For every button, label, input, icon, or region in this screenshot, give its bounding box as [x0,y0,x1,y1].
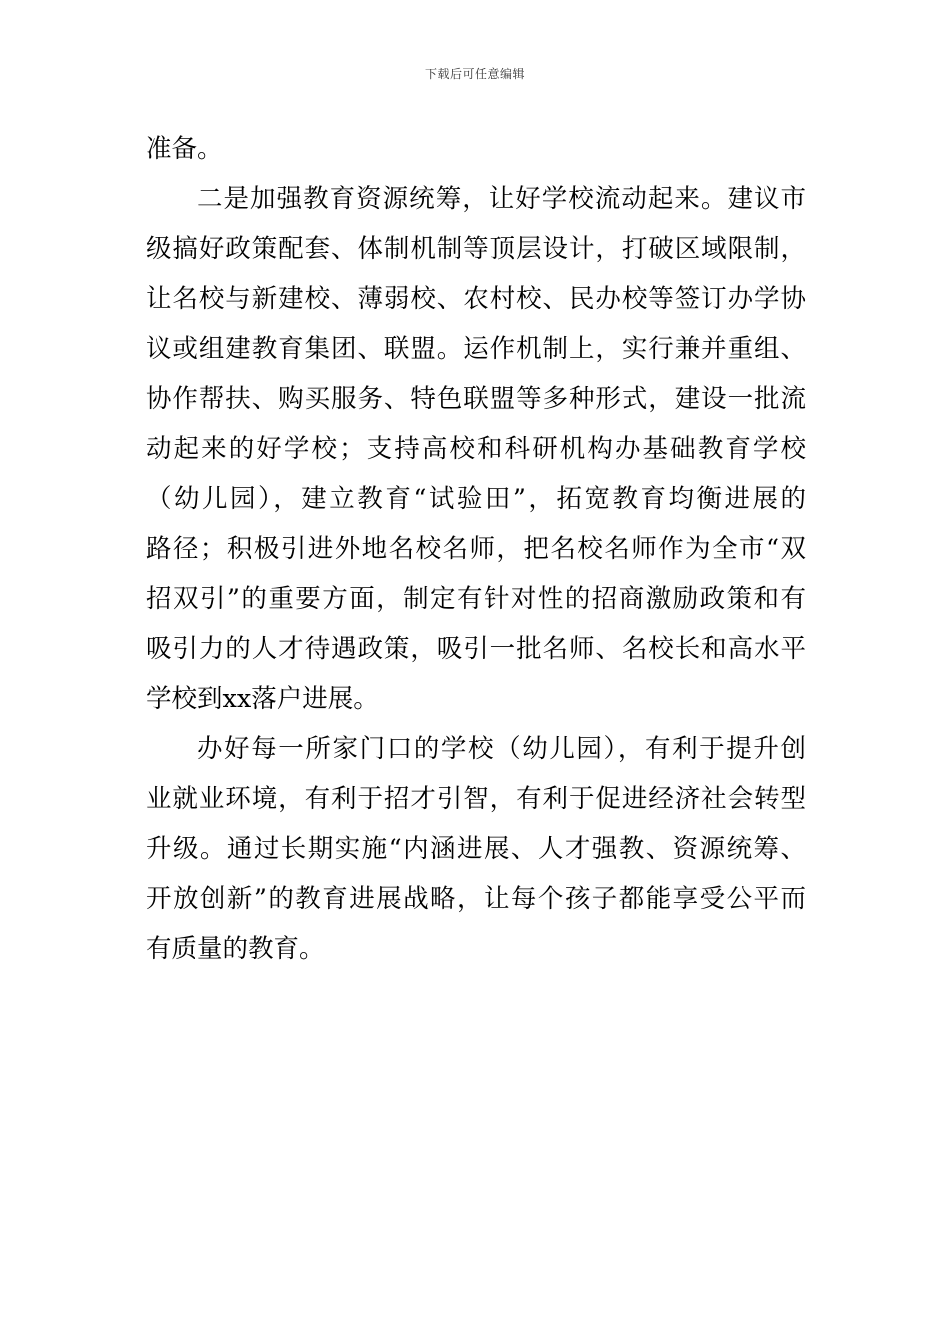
text-line: 有质量的教育。 [146,934,325,964]
text-line: 学校到xx落户进展。 [146,684,379,714]
text-line: 办好每一所家门口的学校（幼儿园），有利于提升创 [197,734,806,764]
text-line: 路径；积极引进外地名校名师，把名校名师作为全市“双 [146,534,806,564]
text-line: 业就业环境，有利于招才引智，有利于促进经济社会转型 [146,784,806,814]
text-line: 让名校与新建校、薄弱校、农村校、民办校等签订办学协 [146,284,806,314]
text-line: 动起来的好学校；支持高校和科研机构办基础教育学校 [146,434,806,464]
text-line: 议或组建教育集团、联盟。运作机制上，实行兼并重组、 [146,334,806,364]
text-line: 级搞好政策配套、体制机制等顶层设计，打破区域限制， [146,234,806,264]
text-line: 吸引力的人才待遇政策，吸引一批名师、名校长和高水平 [146,634,806,664]
text-line: 协作帮扶、购买服务、特色联盟等多种形式，建设一批流 [146,384,806,414]
text-line: （幼儿园），建立教育“试验田”，拓宽教育均衡进展的 [146,484,806,514]
text-line: 二是加强教育资源统筹，让好学校流动起来。建议市 [197,184,806,214]
text-line: 准备。 [146,134,223,164]
text-line: 开放创新”的教育进展战略，让每个孩子都能享受公平而 [146,884,806,914]
header-note: 下载后可任意编辑 [424,67,525,81]
text-line: 升级。通过长期实施“内涵进展、人才强教、资源统筹、 [146,834,806,864]
body-text [146,124,806,974]
text-line: 招双引”的重要方面，制定有针对性的招商激励政策和有 [146,584,806,614]
